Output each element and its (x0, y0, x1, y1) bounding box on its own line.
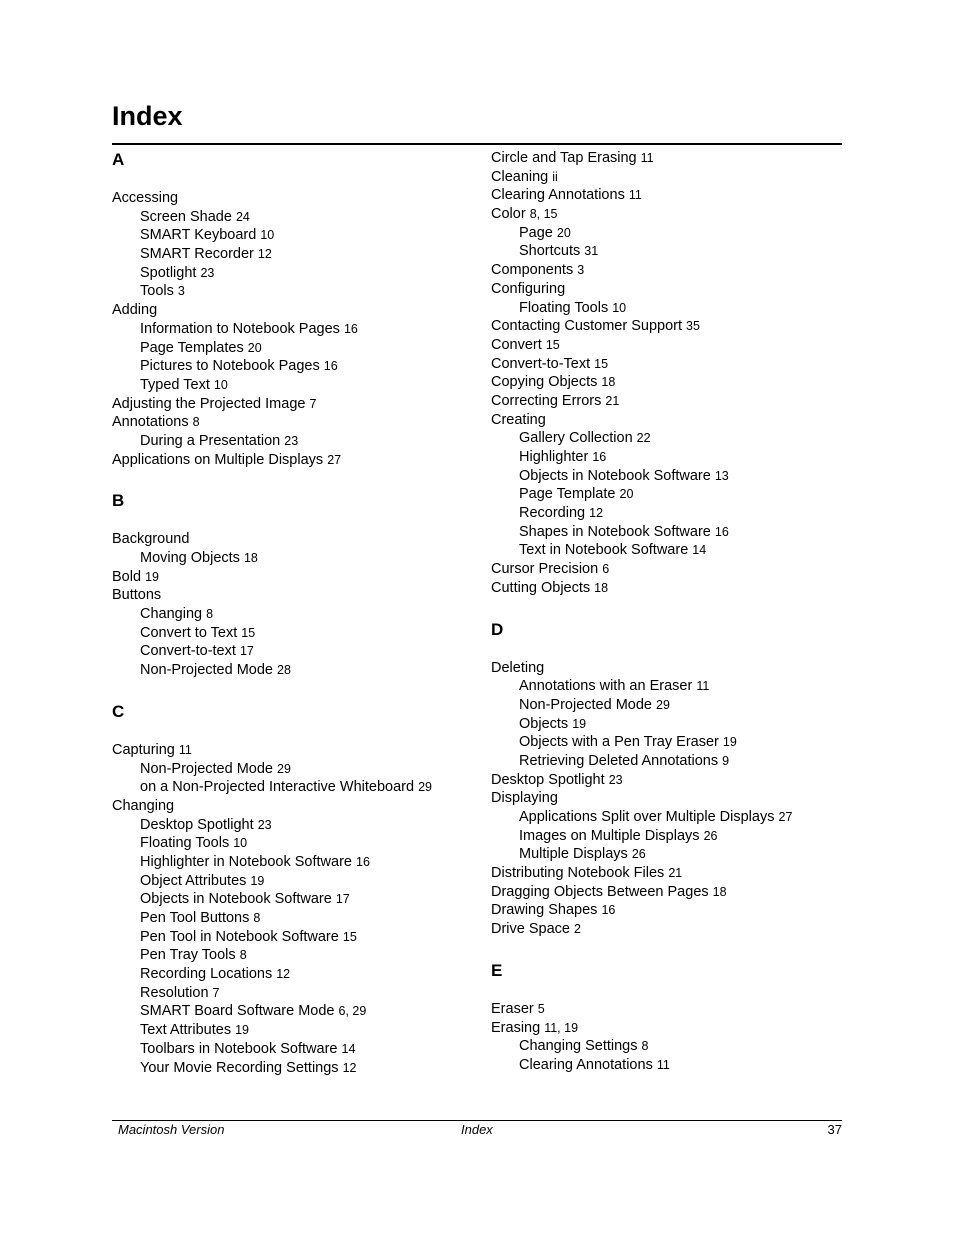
index-entry (491, 1000, 851, 1019)
index-section (491, 960, 851, 1075)
entry-page-numbers: 23 (608, 772, 623, 787)
entry-term: Highlighter in Notebook Software (140, 853, 352, 870)
entry-term: Clearing Annotations (519, 1056, 653, 1073)
title-divider (112, 143, 842, 145)
entry-page-numbers: 23 (257, 817, 272, 832)
entry-page-numbers: 3 (177, 284, 185, 299)
entry-page-numbers: 16 (714, 524, 729, 539)
entry-term: Text in Notebook Software (519, 542, 689, 559)
entry-term: Components (491, 262, 574, 279)
entry-page-numbers: 11 (640, 151, 654, 165)
entry-page-numbers: 12 (257, 247, 272, 262)
entry-page-numbers: 12 (589, 506, 604, 521)
entry-page-numbers: 19 (235, 1023, 250, 1038)
entry-term: Buttons (112, 587, 162, 604)
entry-term: Images on Multiple Displays (519, 827, 700, 844)
entry-term: SMART Keyboard (140, 227, 257, 244)
index-subentry (491, 733, 851, 752)
index-section (112, 701, 472, 1077)
index-entry (491, 186, 851, 205)
index-subentry (491, 677, 851, 696)
index-subentry (112, 264, 472, 283)
index-subentry (112, 1059, 472, 1078)
entry-page-numbers: 8 (206, 607, 214, 622)
index-subentry (112, 376, 472, 395)
entry-term: Bold (112, 568, 142, 585)
entry-page-numbers: 11 (696, 679, 710, 694)
entry-page-numbers: 14 (692, 543, 707, 558)
index-entry (112, 189, 472, 208)
index-entry (112, 301, 472, 320)
entry-term: Objects in Notebook Software (140, 891, 332, 908)
entry-term: Cutting Objects (491, 579, 591, 596)
index-entry (112, 395, 472, 414)
entry-term: Changing (112, 797, 175, 814)
entry-term: Accessing (112, 190, 179, 206)
index-subentry (491, 242, 851, 261)
index-subentry (112, 642, 472, 661)
entry-term: Dragging Objects Between Pages (491, 883, 709, 900)
index-entry (491, 1019, 851, 1038)
index-subentry (112, 760, 472, 779)
entry-term: Pen Tray Tools (140, 947, 236, 964)
index-subentry (491, 429, 851, 448)
entry-page-numbers: 13 (714, 468, 729, 483)
index-section (491, 149, 851, 598)
entry-page-numbers: 18 (243, 551, 258, 565)
index-subentry (112, 1021, 472, 1040)
index-subentry (112, 834, 472, 853)
index-entry (491, 392, 851, 411)
index-subentry (491, 1056, 851, 1075)
entry-term: Desktop Spotlight (491, 771, 605, 788)
entry-page-numbers: 16 (592, 450, 607, 464)
index-entry (491, 317, 851, 336)
index-subentry (112, 339, 472, 358)
entry-page-numbers: 7 (309, 396, 317, 411)
entry-term: Applications on Multiple Displays (112, 451, 324, 468)
index-entry (491, 920, 851, 939)
entry-term: Cleaning (491, 168, 549, 185)
entry-term: SMART Board Software Mode (140, 1003, 335, 1020)
entry-term: Drive Space (491, 921, 570, 938)
entry-term: Displaying (491, 790, 558, 807)
entry-page-numbers: 19 (250, 873, 265, 888)
index-column-right (491, 149, 851, 1075)
entry-term: Floating Tools (519, 299, 609, 316)
index-subentry (112, 208, 472, 227)
index-subentry (112, 984, 472, 1003)
index-subentry (491, 523, 851, 542)
entry-term: Floating Tools (140, 835, 230, 852)
index-entry (491, 864, 851, 883)
index-subentry (491, 715, 851, 734)
entry-page-numbers: 16 (356, 854, 370, 869)
entry-term: Non-Projected Mode (519, 696, 652, 713)
section-letter-heading: E (491, 960, 503, 980)
index-section (112, 490, 472, 680)
entry-term: Adding (112, 302, 158, 319)
entry-page-numbers: 8 (239, 948, 247, 963)
footer-version: Macintosh Version (118, 1122, 225, 1137)
index-entry (112, 741, 472, 760)
entry-term: Objects in Notebook Software (519, 467, 711, 484)
entry-page-numbers: 20 (556, 225, 571, 240)
index-subentry (491, 752, 851, 771)
entry-term: Contacting Customer Support (491, 318, 683, 335)
index-entry (491, 579, 851, 598)
entry-page-numbers: 12 (276, 967, 291, 982)
entry-page-numbers: 16 (323, 359, 338, 374)
index-subentry (112, 778, 472, 797)
entry-page-numbers: 31 (584, 244, 599, 259)
index-entry (112, 568, 472, 587)
index-entry (112, 413, 472, 432)
entry-term: Typed Text (140, 376, 210, 393)
entry-page-numbers: 7 (212, 985, 220, 1000)
entry-term: Recording (519, 505, 586, 522)
index-subentry (491, 827, 851, 846)
entry-page-numbers: 22 (636, 431, 651, 446)
index-column-left (112, 149, 472, 1077)
index-subentry (491, 845, 851, 864)
entry-term: Objects with a Pen Tray Eraser (519, 734, 719, 751)
index-subentry (491, 504, 851, 523)
page-number: 37 (827, 1122, 842, 1137)
entry-term: Copying Objects (491, 374, 598, 391)
entry-page-numbers: 28 (277, 663, 291, 678)
entry-term: Shapes in Notebook Software (519, 523, 711, 540)
entry-page-numbers: 10 (213, 377, 228, 392)
entry-term: Applications Split over Multiple Displays (519, 809, 775, 825)
entry-term: Page Template (519, 486, 616, 503)
section-letter-heading: B (112, 491, 125, 511)
entry-term: Objects (519, 715, 569, 732)
index-entry (491, 659, 851, 678)
entry-term: Color (491, 206, 526, 223)
entry-page-numbers: 17 (239, 644, 254, 659)
index-subentry (112, 816, 472, 835)
entry-term: Tools (140, 283, 174, 300)
index-entry (491, 789, 851, 808)
index-subentry (491, 299, 851, 318)
entry-term: Toolbars in Notebook Software (140, 1040, 338, 1057)
entry-page-numbers: 10 (260, 228, 275, 243)
entry-page-numbers: 15 (342, 929, 357, 944)
entry-term: Convert-to-Text (491, 355, 591, 372)
entry-term: Convert (491, 336, 542, 353)
index-entry (112, 451, 472, 470)
index-subentry (491, 696, 851, 715)
entry-page-numbers: 35 (686, 319, 700, 334)
index-entry (112, 530, 472, 549)
index-subentry (491, 485, 851, 504)
entry-page-numbers: 29 (418, 780, 432, 795)
entry-term: Gallery Collection (519, 430, 633, 447)
entry-page-numbers: 18 (601, 375, 616, 390)
entry-term: Configuring (491, 280, 566, 297)
entry-page-numbers: 19 (145, 569, 159, 584)
entry-page-numbers: 24 (235, 209, 250, 224)
entry-term: Your Movie Recording Settings (140, 1059, 339, 1076)
page-title: Index (112, 101, 183, 131)
entry-page-numbers: 19 (722, 735, 737, 750)
entry-page-numbers: 19 (572, 716, 587, 731)
index-subentry (112, 661, 472, 680)
entry-term: Highlighter (519, 449, 589, 465)
index-section (491, 619, 851, 939)
entry-term: SMART Recorder (140, 246, 254, 263)
entry-page-numbers: 11 (656, 1057, 670, 1072)
entry-page-numbers: 15 (594, 356, 609, 371)
entry-term: Information to Notebook Pages (140, 320, 340, 337)
index-entry (491, 373, 851, 392)
entry-term: Correcting Errors (491, 392, 602, 409)
section-letter-heading: C (112, 701, 125, 721)
footer-section: Index (461, 1122, 493, 1137)
section-letter-heading: D (491, 619, 504, 639)
index-subentry (112, 890, 472, 909)
entry-term: Changing (140, 606, 203, 623)
index-entry (491, 168, 851, 187)
entry-page-numbers: 20 (619, 487, 634, 502)
index-subentry (112, 549, 472, 568)
index-subentry (112, 605, 472, 624)
index-subentry (112, 928, 472, 947)
entry-term: Page (519, 224, 553, 241)
index-entry (112, 797, 472, 816)
entry-page-numbers: 29 (277, 761, 291, 776)
entry-term: Annotations (112, 414, 189, 431)
entry-page-numbers: 8 (192, 415, 200, 430)
entry-page-numbers: 8, 15 (529, 207, 558, 222)
index-subentry (112, 432, 472, 451)
index-entry (491, 411, 851, 430)
index-entry (491, 336, 851, 355)
entry-term: Shortcuts (519, 243, 581, 260)
entry-term: Background (112, 531, 190, 548)
index-subentry (112, 357, 472, 376)
entry-page-numbers: 15 (241, 625, 256, 640)
entry-page-numbers: 10 (612, 300, 627, 315)
entry-page-numbers: 16 (343, 321, 358, 336)
index-entry (491, 901, 851, 920)
entry-page-numbers: 12 (342, 1060, 357, 1075)
index-subentry (112, 965, 472, 984)
entry-page-numbers: 8 (641, 1039, 649, 1054)
entry-page-numbers: 26 (631, 847, 646, 862)
entry-term: Recording Locations (140, 966, 273, 983)
entry-page-numbers: 23 (284, 433, 299, 448)
entry-term: Capturing (112, 741, 175, 758)
entry-page-numbers: 18 (712, 884, 727, 899)
entry-term: Pen Tool in Notebook Software (140, 928, 339, 945)
entry-term: Distributing Notebook Files (491, 865, 665, 882)
entry-term: Convert to Text (140, 624, 238, 641)
entry-term: Convert-to-text (140, 643, 236, 660)
index-entry (491, 560, 851, 579)
entry-page-numbers: 6 (602, 562, 610, 577)
entry-page-numbers: 29 (656, 697, 670, 712)
index-subentry (112, 226, 472, 245)
entry-page-numbers: 3 (577, 263, 585, 278)
entry-term: Cursor Precision (491, 561, 599, 578)
index-subentry (491, 808, 851, 827)
entry-page-numbers: 18 (594, 580, 609, 595)
entry-page-numbers: 17 (335, 892, 350, 907)
entry-page-numbers: 9 (722, 753, 730, 768)
entry-term: Page Templates (140, 339, 244, 356)
entry-term: During a Presentation (140, 432, 281, 449)
entry-term: Circle and Tap Erasing (491, 150, 637, 166)
index-entry (491, 771, 851, 790)
index-subentry (491, 1037, 851, 1056)
entry-page-numbers: 10 (233, 836, 248, 851)
index-subentry (491, 541, 851, 560)
entry-term: Deleting (491, 659, 545, 676)
entry-term: on a Non-Projected Interactive Whiteboard (140, 779, 415, 796)
entry-page-numbers: 27 (327, 452, 342, 467)
index-subentry (491, 224, 851, 243)
entry-term: Adjusting the Projected Image (112, 395, 306, 412)
entry-term: Resolution (140, 984, 209, 1001)
entry-page-numbers: 11, 19 (544, 1020, 579, 1035)
entry-term: Pen Tool Buttons (140, 910, 250, 926)
index-entry (491, 205, 851, 224)
entry-term: Retrieving Deleted Annotations (519, 752, 719, 769)
entry-term: Creating (491, 411, 546, 428)
index-entry (491, 883, 851, 902)
entry-page-numbers: 21 (668, 866, 683, 881)
entry-page-numbers: 6, 29 (338, 1004, 367, 1019)
entry-term: Drawing Shapes (491, 902, 598, 919)
entry-term: Pictures to Notebook Pages (140, 358, 320, 375)
entry-term: Annotations with an Eraser (519, 678, 693, 695)
entry-term: Non-Projected Mode (140, 662, 273, 679)
index-subentry (112, 1002, 472, 1021)
entry-term: Moving Objects (140, 550, 240, 566)
entry-term: Erasing (491, 1019, 541, 1036)
entry-page-numbers: ii (552, 169, 558, 184)
entry-term: Clearing Annotations (491, 187, 625, 204)
index-entry (491, 261, 851, 280)
index-subentry (112, 320, 472, 339)
entry-term: Text Attributes (140, 1022, 232, 1039)
index-subentry (112, 872, 472, 891)
entry-page-numbers: 26 (703, 828, 718, 843)
index-entry (491, 355, 851, 374)
index-entry (491, 280, 851, 299)
index-subentry (112, 1040, 472, 1059)
index-entry (112, 586, 472, 605)
index-subentry (112, 282, 472, 301)
entry-page-numbers: 11 (628, 188, 642, 203)
index-subentry (112, 909, 472, 928)
index-subentry (112, 624, 472, 643)
index-subentry (491, 448, 851, 467)
entry-page-numbers: 27 (778, 810, 793, 824)
entry-page-numbers: 23 (200, 265, 215, 280)
entry-page-numbers: 16 (601, 903, 616, 918)
index-subentry (112, 853, 472, 872)
index-section (112, 149, 472, 469)
index-subentry (112, 245, 472, 264)
entry-term: Spotlight (140, 264, 197, 281)
entry-term: Object Attributes (140, 872, 247, 889)
entry-page-numbers: 5 (537, 1001, 545, 1016)
entry-term: Eraser (491, 1000, 534, 1017)
footer-divider (112, 1120, 842, 1121)
index-subentry (112, 946, 472, 965)
entry-term: Desktop Spotlight (140, 816, 254, 833)
entry-term: Screen Shade (140, 208, 232, 225)
entry-page-numbers: 11 (178, 742, 192, 757)
entry-term: Non-Projected Mode (140, 760, 273, 777)
entry-term: Multiple Displays (519, 846, 628, 863)
entry-page-numbers: 8 (253, 911, 261, 925)
entry-page-numbers: 15 (545, 337, 560, 352)
index-entry (491, 149, 851, 168)
entry-term: Changing Settings (519, 1038, 638, 1055)
entry-page-numbers: 20 (247, 340, 262, 355)
section-letter-heading: A (112, 150, 125, 169)
index-subentry (491, 467, 851, 486)
entry-page-numbers: 2 (574, 922, 581, 937)
entry-page-numbers: 21 (605, 393, 620, 408)
entry-page-numbers: 14 (341, 1041, 356, 1056)
